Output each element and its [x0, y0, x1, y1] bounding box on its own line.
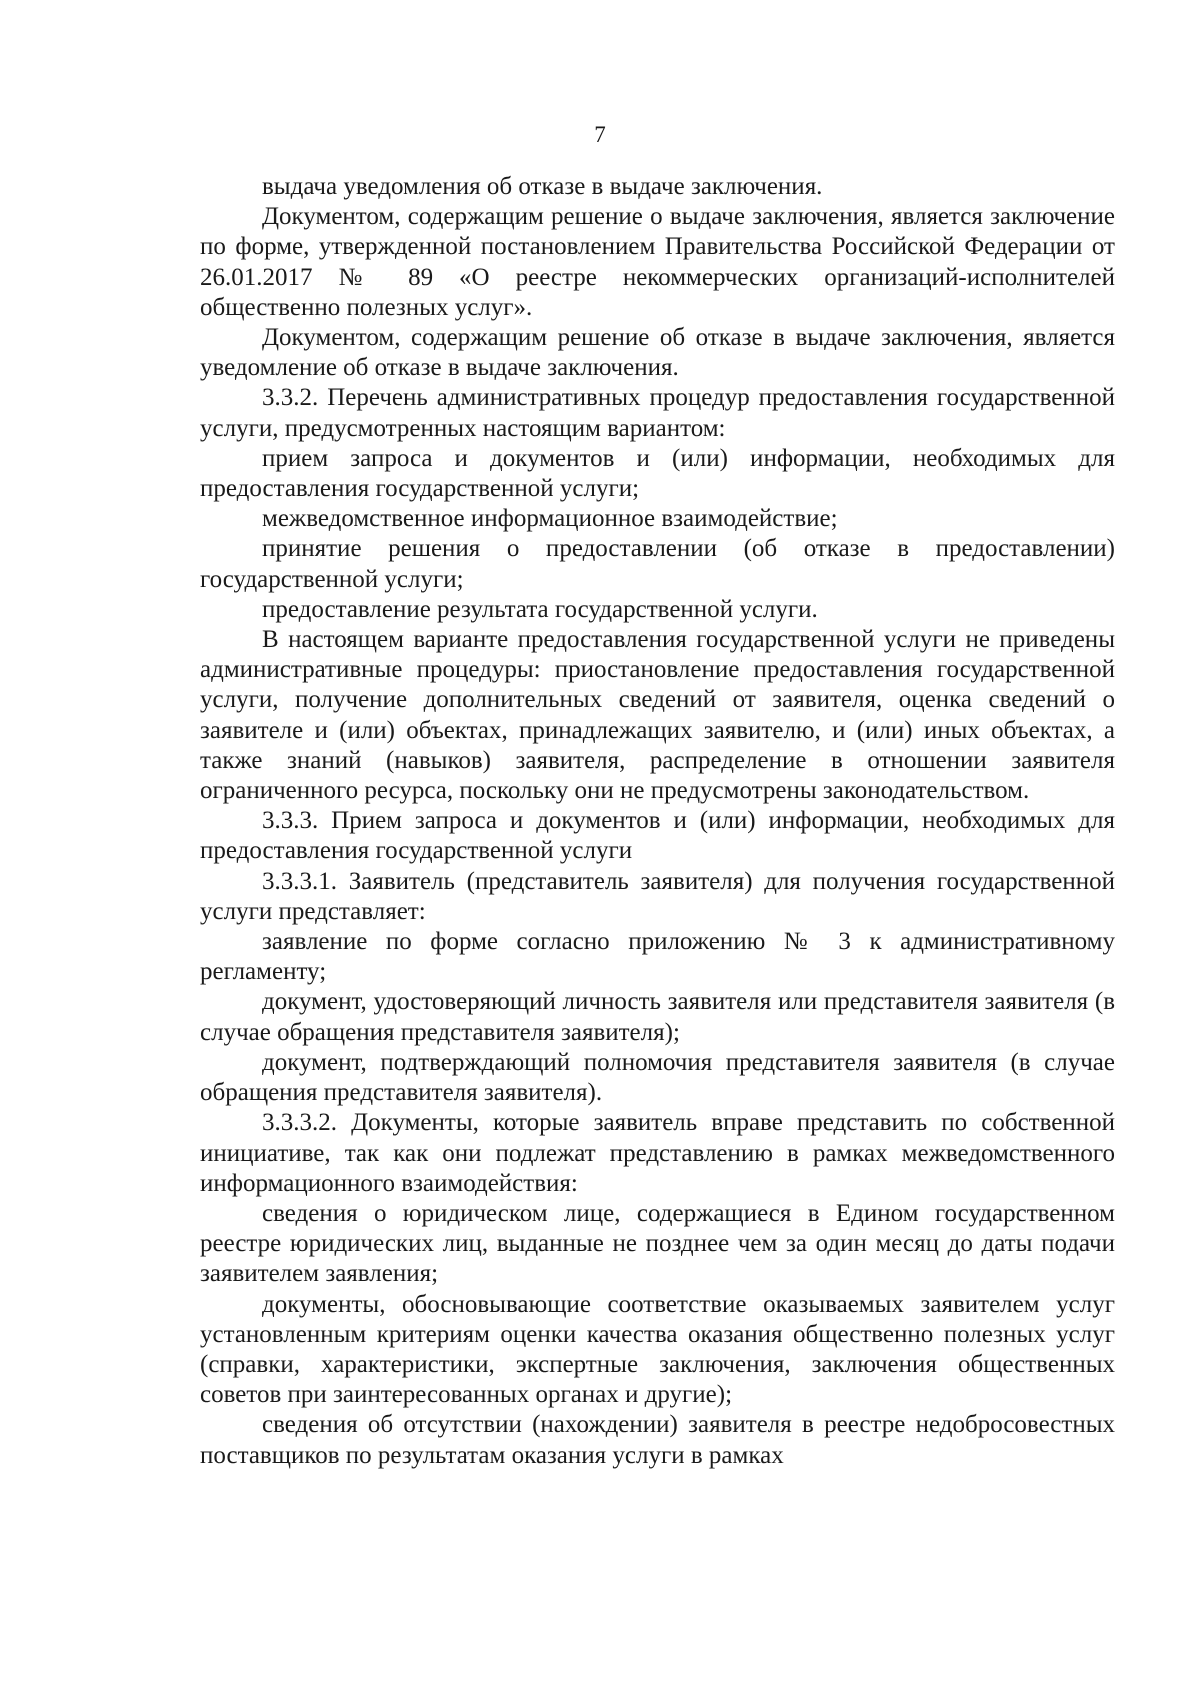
paragraph: выдача уведомления об отказе в выдаче заключения. — [262, 173, 823, 200]
page-number: 7 — [594, 122, 606, 147]
paragraph: документ, подтверждающий полномочия представителя заявителя (в случае обращения представителя заявителя). — [200, 1048, 1115, 1107]
paragraph: В настоящем варианте предоставления государственной услуги не приведены административные процедуры: приостановление предоставления государственной услуги, получение дополнительных сведений от заявителя, оценка сведений о заявителе и (или) объектах, принадлежащих заявителю, и (или) иных объектах, а также знаний (навыков) заявителя, распределение в отношении заявителя ограниченного ресурса, поскольку они не предусмотрены законодательством. — [200, 626, 1115, 805]
paragraph: Документом, содержащим решение о выдаче заключения, является заключение по форме, утвержденной постановлением Правительства Российской Федерации от 26.01.2017 № 89 «О реестре некоммерческих организаций-исполнителей общественно полезных услуг». — [200, 203, 1115, 321]
paragraph: 3.3.3.1. Заявитель (представитель заявителя) для получения государственной услуги представляет: — [200, 867, 1115, 925]
paragraph: предоставление результата государственной услуги. — [262, 595, 818, 623]
paragraph: 3.3.3.2. Документы, которые заявитель вправе представить по собственной инициативе, так как они подлежат представлению в рамках межведомственного информационного взаимодействия: — [200, 1109, 1115, 1197]
paragraph: документ, удостоверяющий личность заявителя или представителя заявителя (в случае обращения представителя заявителя); — [200, 988, 1115, 1046]
paragraph: межведомственное информационное взаимодействие; — [262, 505, 838, 533]
paragraph: Документом, содержащим решение об отказе в выдаче заключения, является уведомление об отказе в выдаче заключения. — [200, 324, 1115, 382]
paragraph: сведения о юридическом лице, содержащиеся в Едином государственном реестре юридических лиц, выданные не позднее чем за один месяц до даты подачи заявителем заявления; — [200, 1199, 1115, 1288]
paragraph: 3.3.3. Прием запроса и документов и (или) информации, необходимых для предоставления государственной услуги — [200, 807, 1115, 865]
paragraph: 3.3.2. Перечень административных процедур предоставления государственной услуги, предусмотренных настоящим вариантом: — [200, 384, 1115, 442]
paragraph: прием запроса и документов и (или) информации, необходимых для предоставления государственной услуги; — [200, 444, 1115, 503]
paragraph: принятие решения о предоставлении (об отказе в предоставлении) государственной услуги; — [200, 535, 1115, 593]
paragraph: документы, обосновывающие соответствие оказываемых заявителем услуг установленным критериям оценки качества оказания общественно полезных услуг (справки, характеристики, экспертные заключения, заключения общественных советов при заинтересованных органах и другие); — [200, 1290, 1115, 1409]
document-body — [200, 172, 1115, 1471]
paragraph: заявление по форме согласно приложению № 3 к административному регламенту; — [200, 928, 1115, 986]
paragraph: сведения об отсутствии (нахождении) заявителя в реестре недобросовестных поставщиков по результатам оказания услуги в рамках — [200, 1411, 1115, 1469]
